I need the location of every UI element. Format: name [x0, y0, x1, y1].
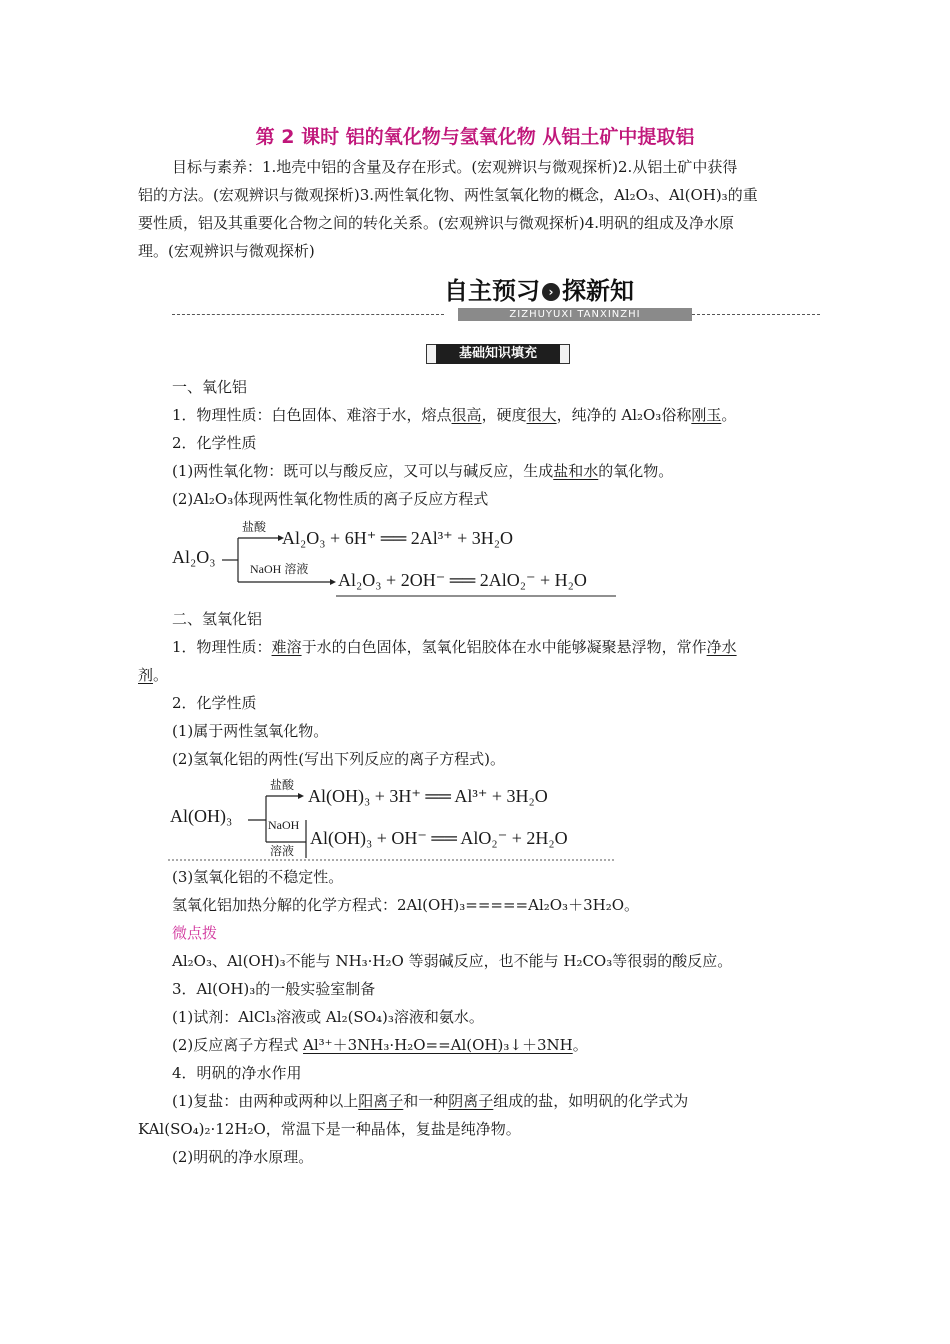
aloh3-acid-equation: Al(OH)₃ + 3H⁺ ══ Al³⁺ + 3H₂O [308, 786, 548, 806]
al2o3-reaction-diagram [170, 516, 630, 600]
s2-chem-heading: 2．化学性质 [172, 694, 257, 712]
prep-heading: 3．Al(OH)₃的一般实验室制备 [172, 980, 376, 998]
tip-text: Al₂O₃、Al(OH)₃不能与 NH₃·H₂O 等弱碱反应，也不能与 H₂CO₃等很弱的酸反应。 [172, 952, 733, 970]
banner-accent: 探新知 [562, 277, 634, 305]
alum-formula: KAl(SO₄)₂·12H₂O，常温下是一种晶体，复盐是纯净物。 [138, 1120, 521, 1138]
goals-line-3: 要性质，铝及其重要化合物之间的转化关系。(宏观辨识与微观探析)4.明矾的组成及净水原 [138, 214, 735, 232]
pill-label: 基础知识填充 [436, 344, 560, 364]
aloh3-reactant: Al(OH)₃ [170, 806, 233, 826]
s2-item-3: (3)氢氧化铝的不稳定性。 [172, 868, 344, 886]
aloh3-base-label-2: 溶液 [270, 844, 295, 858]
al2o3-base-equation: Al₂O₃ + 2OH⁻ ══ 2AlO₂⁻ + H₂O [338, 570, 587, 590]
aloh3-reaction-diagram [168, 774, 620, 862]
base-label: NaOH 溶液 [250, 562, 309, 576]
banner-rule-left [172, 314, 444, 315]
aloh3-base-equation: Al(OH)₃ + OH⁻ ══ AlO₂⁻ + 2H₂O [310, 828, 568, 848]
banner-subtitle: ZIZHUYUXI TANXINZHI [458, 308, 692, 321]
s2-physical-properties: 1．物理性质：难溶于水的白色固体，氢氧化铝胶体在水中能够凝聚悬浮物，常作净水 [172, 638, 737, 656]
banner-main: 自主预习 [444, 277, 540, 305]
aloh3-base-label-1: NaOH [268, 818, 300, 832]
al2o3-acid-equation: Al₂O₃ + 6H⁺ ══ 2Al³⁺ + 3H₂O [282, 528, 514, 548]
tip-label: 微点拨 [172, 924, 218, 942]
s1-amphoteric: (1)两性氧化物：既可以与酸反应，又可以与碱反应，生成盐和水的氧化物。 [172, 462, 674, 480]
goals-line-2: 铝的方法。(宏观辨识与微观探析)3.两性氧化物、两性氢氧化物的概念，Al₂O₃、Al(OH)₃的重 [138, 186, 758, 204]
s2-decomposition-equation: 氢氧化铝加热分解的化学方程式：2Al(OH)₃=====Al₂O₃＋3H₂O。 [172, 896, 640, 914]
s2-item-1: (1)属于两性氢氧化物。 [172, 722, 329, 740]
section-banner [444, 274, 692, 322]
banner-rule-right [692, 314, 820, 315]
banner-arrow-icon: › [542, 283, 560, 301]
s1-heading: 一、氧化铝 [172, 378, 248, 396]
alum-double-salt: (1)复盐：由两种或两种以上阳离子和一种阴离子组成的盐，如明矾的化学式为 [172, 1092, 689, 1110]
prep-equation: (2)反应离子方程式 Al³⁺＋3NH₃·H₂O==Al(OH)₃↓＋3NH。 [172, 1036, 588, 1054]
aloh3-acid-label: 盐酸 [270, 778, 295, 792]
alum-heading: 4．明矾的净水作用 [172, 1064, 302, 1082]
al2o3-reactant: Al₂O₃ [172, 547, 216, 567]
acid-label: 盐酸 [242, 520, 267, 534]
s1-chem-heading: 2．化学性质 [172, 434, 257, 452]
s2-physical-properties-cont: 剂。 [138, 666, 169, 684]
prep-reagents: (1)试剂：AlCl₃溶液或 Al₂(SO₄)₃溶液和氨水。 [172, 1008, 484, 1026]
goals-line-1: 目标与素养：1.地壳中铝的含量及存在形式。(宏观辨识与微观探析)2.从铝土矿中获得 [172, 158, 738, 176]
s2-item-2: (2)氢氧化铝的两性(写出下列反应的离子方程式)。 [172, 750, 505, 768]
alum-principle: (2)明矾的净水原理。 [172, 1148, 314, 1166]
goals-line-4: 理。(宏观辨识与微观探析) [138, 242, 315, 260]
s1-ionic-heading: (2)Al₂O₃体现两性氧化物性质的离子反应方程式 [172, 490, 489, 508]
page-title: 第 2 课时 铝的氧化物与氢氧化物 从铝土矿中提取铝 [255, 126, 695, 148]
s1-physical-properties: 1．物理性质：白色固体、难溶于水，熔点很高，硬度很大，纯净的 Al₂O₃俗称刚玉。 [172, 406, 737, 424]
s2-heading: 二、氢氧化铝 [172, 610, 263, 628]
section-pill [426, 344, 570, 364]
